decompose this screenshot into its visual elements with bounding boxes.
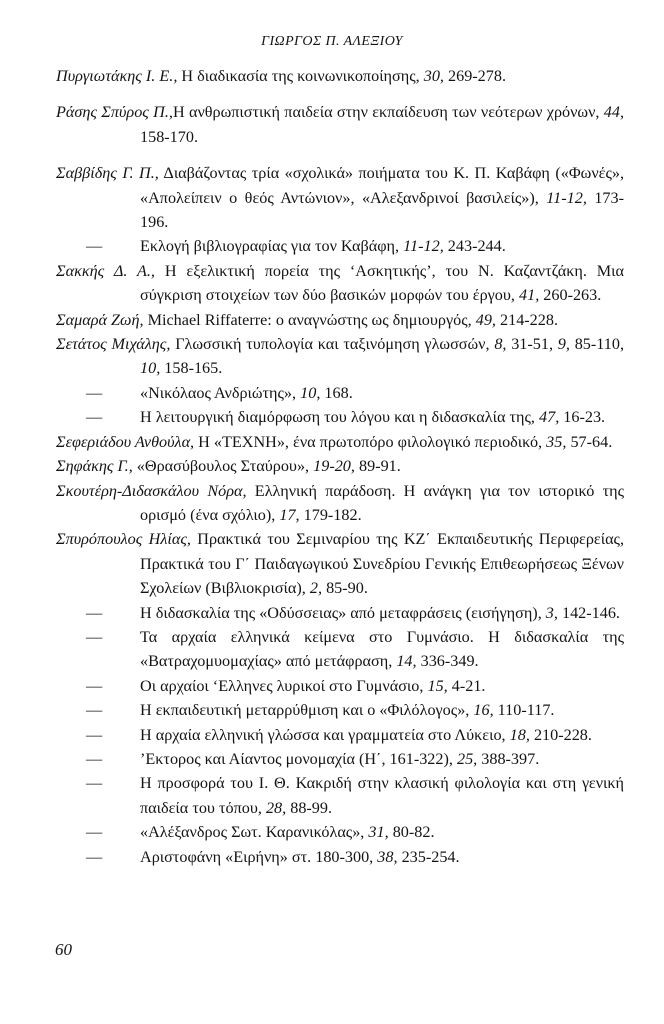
entry-pages: 269-278. (443, 67, 506, 85)
bibliography-entry (0, 771, 664, 820)
entry-title: Η αρχαία ελληνική γλώσσα και γραμματεία στο Λύκειο, (140, 725, 510, 744)
bibliography-entry (0, 259, 664, 308)
entry-title: Η εξελικτική πορεία της ‘Ασκητικής’, του Ν. Καζαντζάκη. Μια σύγκριση στοιχείων των δύο βασικών μορφών του έργου, (140, 261, 624, 305)
entry-issue: 16, (473, 701, 494, 720)
entry-title: Michael Riffaterre: ο αναγνώστης ως δημιουργός, (143, 310, 476, 329)
entry-title: Οι αρχαίοι ‘Ελληνες λυρικοί στο Γυμνάσιο, (140, 676, 428, 695)
entry-author: Πυργιωτάκης Ι. Ε., (56, 67, 178, 85)
bibliography-entry (0, 625, 664, 674)
entry-title: Η διαδικασία της κοινωνικοποίησης, (177, 67, 424, 85)
bibliography-entry (0, 698, 664, 722)
entry-title: Εκλογή βιβλιογραφίας για τον Καβάφη, (140, 237, 404, 256)
entry-pages: 85-110, (569, 335, 625, 354)
entry-author: Ράσης Σπύρος Π., (56, 103, 173, 122)
entry-title: Η προσφορά του Ι. Θ. Κακριδή στην κλασική φιλολογία και στη γενική παιδεία του τόπου, (140, 774, 624, 817)
bibliography-entry (0, 234, 664, 258)
entry-pages: 388-397. (477, 749, 540, 768)
entry-author: Σηφάκης Γ., (56, 457, 133, 476)
entry-pages: 80-82. (388, 823, 435, 842)
entry-issue: 30, (423, 67, 444, 85)
entry-title: Πρακτικά του Σεμιναρίου της ΚΖ΄ Εκπαιδευτικής Περιφερείας, Πρακτικά του Γ΄ Παιδαγωγικού Συνεδρίου Γενικής Επιθεωρήσεως Ξένων Σχολείων (Βιβλιοκρισία), (140, 530, 625, 598)
entry-issue: 31, (368, 823, 389, 842)
bibliography-entry (0, 100, 664, 149)
bibliography-entry (0, 308, 664, 332)
entry-issue: 17, (279, 505, 300, 524)
entry-title: Ελληνική παράδοση. Η ανάγκη για τον ιστορικό της ορισμό (ένα σχόλιο), (140, 481, 624, 524)
entry-issue: 8, (494, 335, 507, 354)
entry-pages: 57-64. (566, 432, 613, 451)
entry-title: ’Εκτορος και Αίαντος μονομαχία (Η΄, 161-322), (140, 749, 457, 768)
entry-title: Η λειτουργική διαμόρφωση του λόγου και η διδασκαλία της, (140, 408, 539, 427)
entry-author: Σαμαρά Ζωή, (56, 310, 144, 329)
entry-issue: 15, (427, 676, 448, 695)
entry-author: Σετάτος Μιχάλης, (56, 335, 171, 354)
entry-issue: 38, (377, 847, 398, 866)
entry-issue: 41, (519, 286, 540, 305)
bibliography-entry (0, 454, 664, 478)
bibliography-entry (0, 674, 664, 698)
entry-issue: 44, (603, 103, 624, 122)
entry-title: Η εκπαιδευτική μεταρρύθμιση και ο «Φιλόλογος», (140, 701, 474, 720)
entry-title: «Αλέξανδρος Σωτ. Καρανικόλας», (140, 823, 369, 842)
bibliography-entry (0, 430, 664, 454)
entry-title: «Νικόλαος Ανδριώτης», (140, 383, 301, 402)
entry-pages: 158-170. (140, 127, 198, 146)
entry-issue: 49, (475, 310, 496, 329)
entry-issue: 14, (396, 652, 417, 671)
entry-issue: 47, (539, 408, 560, 427)
entry-pages: 214-228. (495, 310, 559, 329)
entry-title: Διαβάζοντας τρία «σχολικά» ποιήματα του Κ. Π. Καβάφη («Φωνές», «Απολείπειν ο θεός Αντώνιον», «Αλεξανδρινοί βασιλείς»), (140, 164, 625, 207)
entry-title: «Θρασύβουλος Σταύρου», (132, 457, 314, 476)
bibliography-entry (0, 845, 664, 869)
bibliography-entry (0, 723, 664, 747)
entry-pages: 16-23. (559, 408, 606, 427)
entry-pages: 142-146. (557, 603, 620, 622)
bibliography-entry (0, 64, 664, 88)
entry-author: Σεφεριάδου Ανθούλα, (56, 432, 195, 451)
entry-pages: 168. (320, 383, 353, 402)
entry-pages: 260-263. (539, 286, 602, 305)
entry-title: Η διδασκαλία της «Οδύσσειας» από μεταφράσεις (εισήγηση), (140, 603, 546, 622)
entry-pages: 31-51, (506, 335, 558, 354)
entry-pages: 210-228. (529, 725, 592, 744)
bibliography-entry (0, 747, 664, 771)
entry-pages: 88-99. (286, 798, 333, 817)
bibliography-entry (0, 332, 664, 381)
entry-title: Γλωσσική τυπολογία και ταξινόμηση γλωσσών, (170, 335, 495, 354)
entry-issue: 3, (545, 603, 558, 622)
entry-pages: 4-21. (447, 676, 486, 695)
entry-author: Σπυρόπουλος Ηλίας, (56, 530, 191, 549)
bibliography-entry (0, 479, 664, 528)
entry-issue: 28, (265, 798, 287, 817)
entry-issue: 18, (509, 725, 530, 744)
bibliography-entry (0, 527, 664, 600)
entry-pages: 158-165. (160, 359, 223, 378)
entry-pages: 110-117. (493, 701, 555, 720)
entry-title: Αριστοφάνη «Ειρήνη» στ. 180-300, (140, 847, 378, 866)
bibliography-entry (0, 601, 664, 625)
entry-issue: 19-20, (313, 457, 355, 476)
entry-title: Η «ΤΕΧΝΗ», ένα πρωτοπόρο φιλολογικό περιοδικό, (194, 432, 547, 451)
bibliography-entry (0, 405, 664, 429)
entry-issue: 25, (456, 749, 478, 768)
entry-issue: 10, (140, 359, 161, 378)
entry-title: Τα αρχαία ελληνικά κείμενα στο Γυμνάσιο. Η διδασκαλία της «Βατραχομυομαχίας» από μετάφραση, (140, 627, 624, 671)
entry-author: Σακκής Δ. Α., (56, 261, 155, 280)
entry-pages: 235-254. (397, 847, 460, 866)
entry-issue: 11-12, (546, 188, 587, 207)
bibliography-list (0, 64, 664, 869)
entry-issue: 2, (309, 579, 323, 598)
entry-issue: 11-12, (403, 237, 444, 256)
entry-pages: 173-196. (140, 188, 625, 232)
bibliography-entry (0, 161, 664, 234)
entry-pages: 179-182. (299, 505, 362, 524)
bibliography-entry (0, 381, 664, 405)
entry-issue: 10, (300, 383, 321, 402)
running-header: ΓΙΩΡΓΟΣ Π. ΑΛΕΞΙΟΥ (261, 34, 403, 49)
bibliography-entry (0, 820, 664, 844)
entry-author: Σκουτέρη-Διδασκάλου Νόρα, (56, 481, 247, 500)
entry-pages: 336-349. (416, 652, 479, 671)
entry-title: Η ανθρωπιστική παιδεία στην εκπαίδευση των νεότερων χρόνων, (172, 103, 604, 122)
entry-issue: 35, (546, 432, 567, 451)
entry-pages: 89-91. (354, 457, 401, 476)
page-number: 60 (55, 940, 72, 959)
entry-pages: 85-90. (322, 579, 368, 598)
entry-author: Σαββίδης Γ. Π., (56, 164, 159, 183)
entry-issue: 9, (557, 335, 570, 354)
entry-pages: 243-244. (443, 237, 506, 256)
